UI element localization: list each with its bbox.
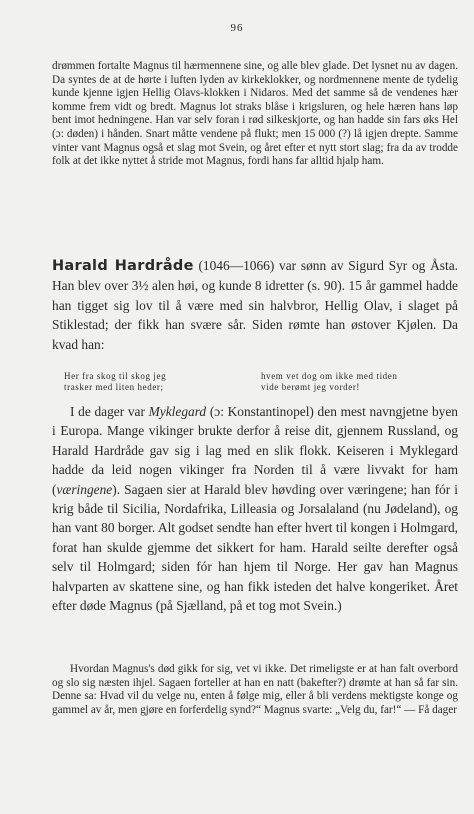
paragraph-text: Hvordan Magnus's død gikk for sig, vet vi ikke. Det rimeligste er at han falt overbord og slo sig næsten ihjel. Sagaen forteller at han en natt (bakefter?) drømte at han så far sin. Denne sa: Hvad vil du velge nu, enten å følge mig, eller å bli verdens mektigste konge og gammel av år, men gjøre en forferdelig synd?“ Magnus svarte: „Velg du, far!“ — Få dager bbox=[52, 663, 458, 716]
section-heading-harald: Harald Hardråde bbox=[52, 258, 194, 274]
verse-line: vide berømt jeg vorder! bbox=[261, 382, 361, 392]
term-vaeringene: væringene bbox=[56, 481, 113, 497]
text-run: I de dager var bbox=[70, 404, 149, 419]
verse-line: hvem vet dog om ikke med tiden bbox=[261, 371, 398, 381]
verse-line: Her fra skog til skog jeg bbox=[64, 371, 167, 381]
term-myklegard: Myklegard bbox=[148, 404, 207, 419]
verse-line: trasker med liten heder; bbox=[64, 382, 164, 392]
text-run: ). Sagaen sier at Harald blev høvding over væringene; han fór i krig både til Sicilia, Nordafrika, Lilleasia og Jorsalaland (nu Jødeland), og han vant 80 borger. Alt godset sendte han efter hvert til kongen i Holmgard, forat han skulde gjemme det sikkert for ham. Harald seilte derefter også selv til Holmgard; siden fór han hjem til Norge. Her gav han Magnus halvparten av skattene sine, og han fikk isteden det halve kongeriket. Året efter døde Magnus (på Sjælland, på et tog mot Svein.) bbox=[52, 481, 458, 614]
verse-quote bbox=[52, 371, 458, 393]
verse-column-left bbox=[52, 371, 255, 393]
paragraph-text bbox=[52, 402, 458, 615]
paragraph-text: drømmen fortalte Magnus til hærmennene sine, og alle blev glade. Det lysnet nu av dagen. Da syntes de at de hørte i luften lyden av kirkeklokker, og nordmennene mente de tydelig kunde kjenne igjen Hellig Olavs-klokken i Nidaros. Med det samme så de vendenes hær komme frem vidt og bredt. Magnus lot straks blåse i krigsluren, og hele hæren hans løp bent imot hedningene. Han var selv foran i rød silkeskjorte, og han hadde sin fars øks Hel (ɔ: døden) i hånden. Snart måtte vendene på flukt; men 15 000 (?) lå igjen drepte. Samme vinter vant Magnus også et slag mot Svein, og året efter et nytt stort slag; fra da av trodde folk at det ikke nyttet å stride mot Magnus, fordi hans far alltid hjalp ham. bbox=[52, 60, 458, 168]
page-number: 96 bbox=[230, 22, 244, 34]
paragraph-myklegard bbox=[52, 402, 458, 615]
paragraph-text: (1046—1066) var sønn av Sigurd Syr og Åsta. Han blev over 3½ alen høi, og kunde 8 idretter (s. 90). 15 år gammel hadde han tigget sig lov til å være med sin halvbror, Hellig Olav, i slaget på Stiklestad; der fikk han svære sår. Siden rømte han østover Kjølen. Da kvad han: bbox=[52, 258, 458, 352]
paragraph-magnus-dream bbox=[52, 60, 458, 169]
section-harald-hardrade bbox=[52, 256, 458, 354]
verse-column-right bbox=[255, 371, 458, 393]
paragraph-magnus-death bbox=[52, 663, 458, 717]
text-run: (ɔ: Konstantinopel) den mest navngjetne byen i Europa. Mange vikinger brukte derfor å reise dit, gjennem Russland, og Harald Hardråde gav sig i lag med en slik flokk. Keiseren i Myklegard hadde da leid nogen vikinger fra Norden til å være livvakt for ham ( bbox=[52, 404, 458, 497]
paragraph-harald-intro bbox=[52, 256, 458, 354]
